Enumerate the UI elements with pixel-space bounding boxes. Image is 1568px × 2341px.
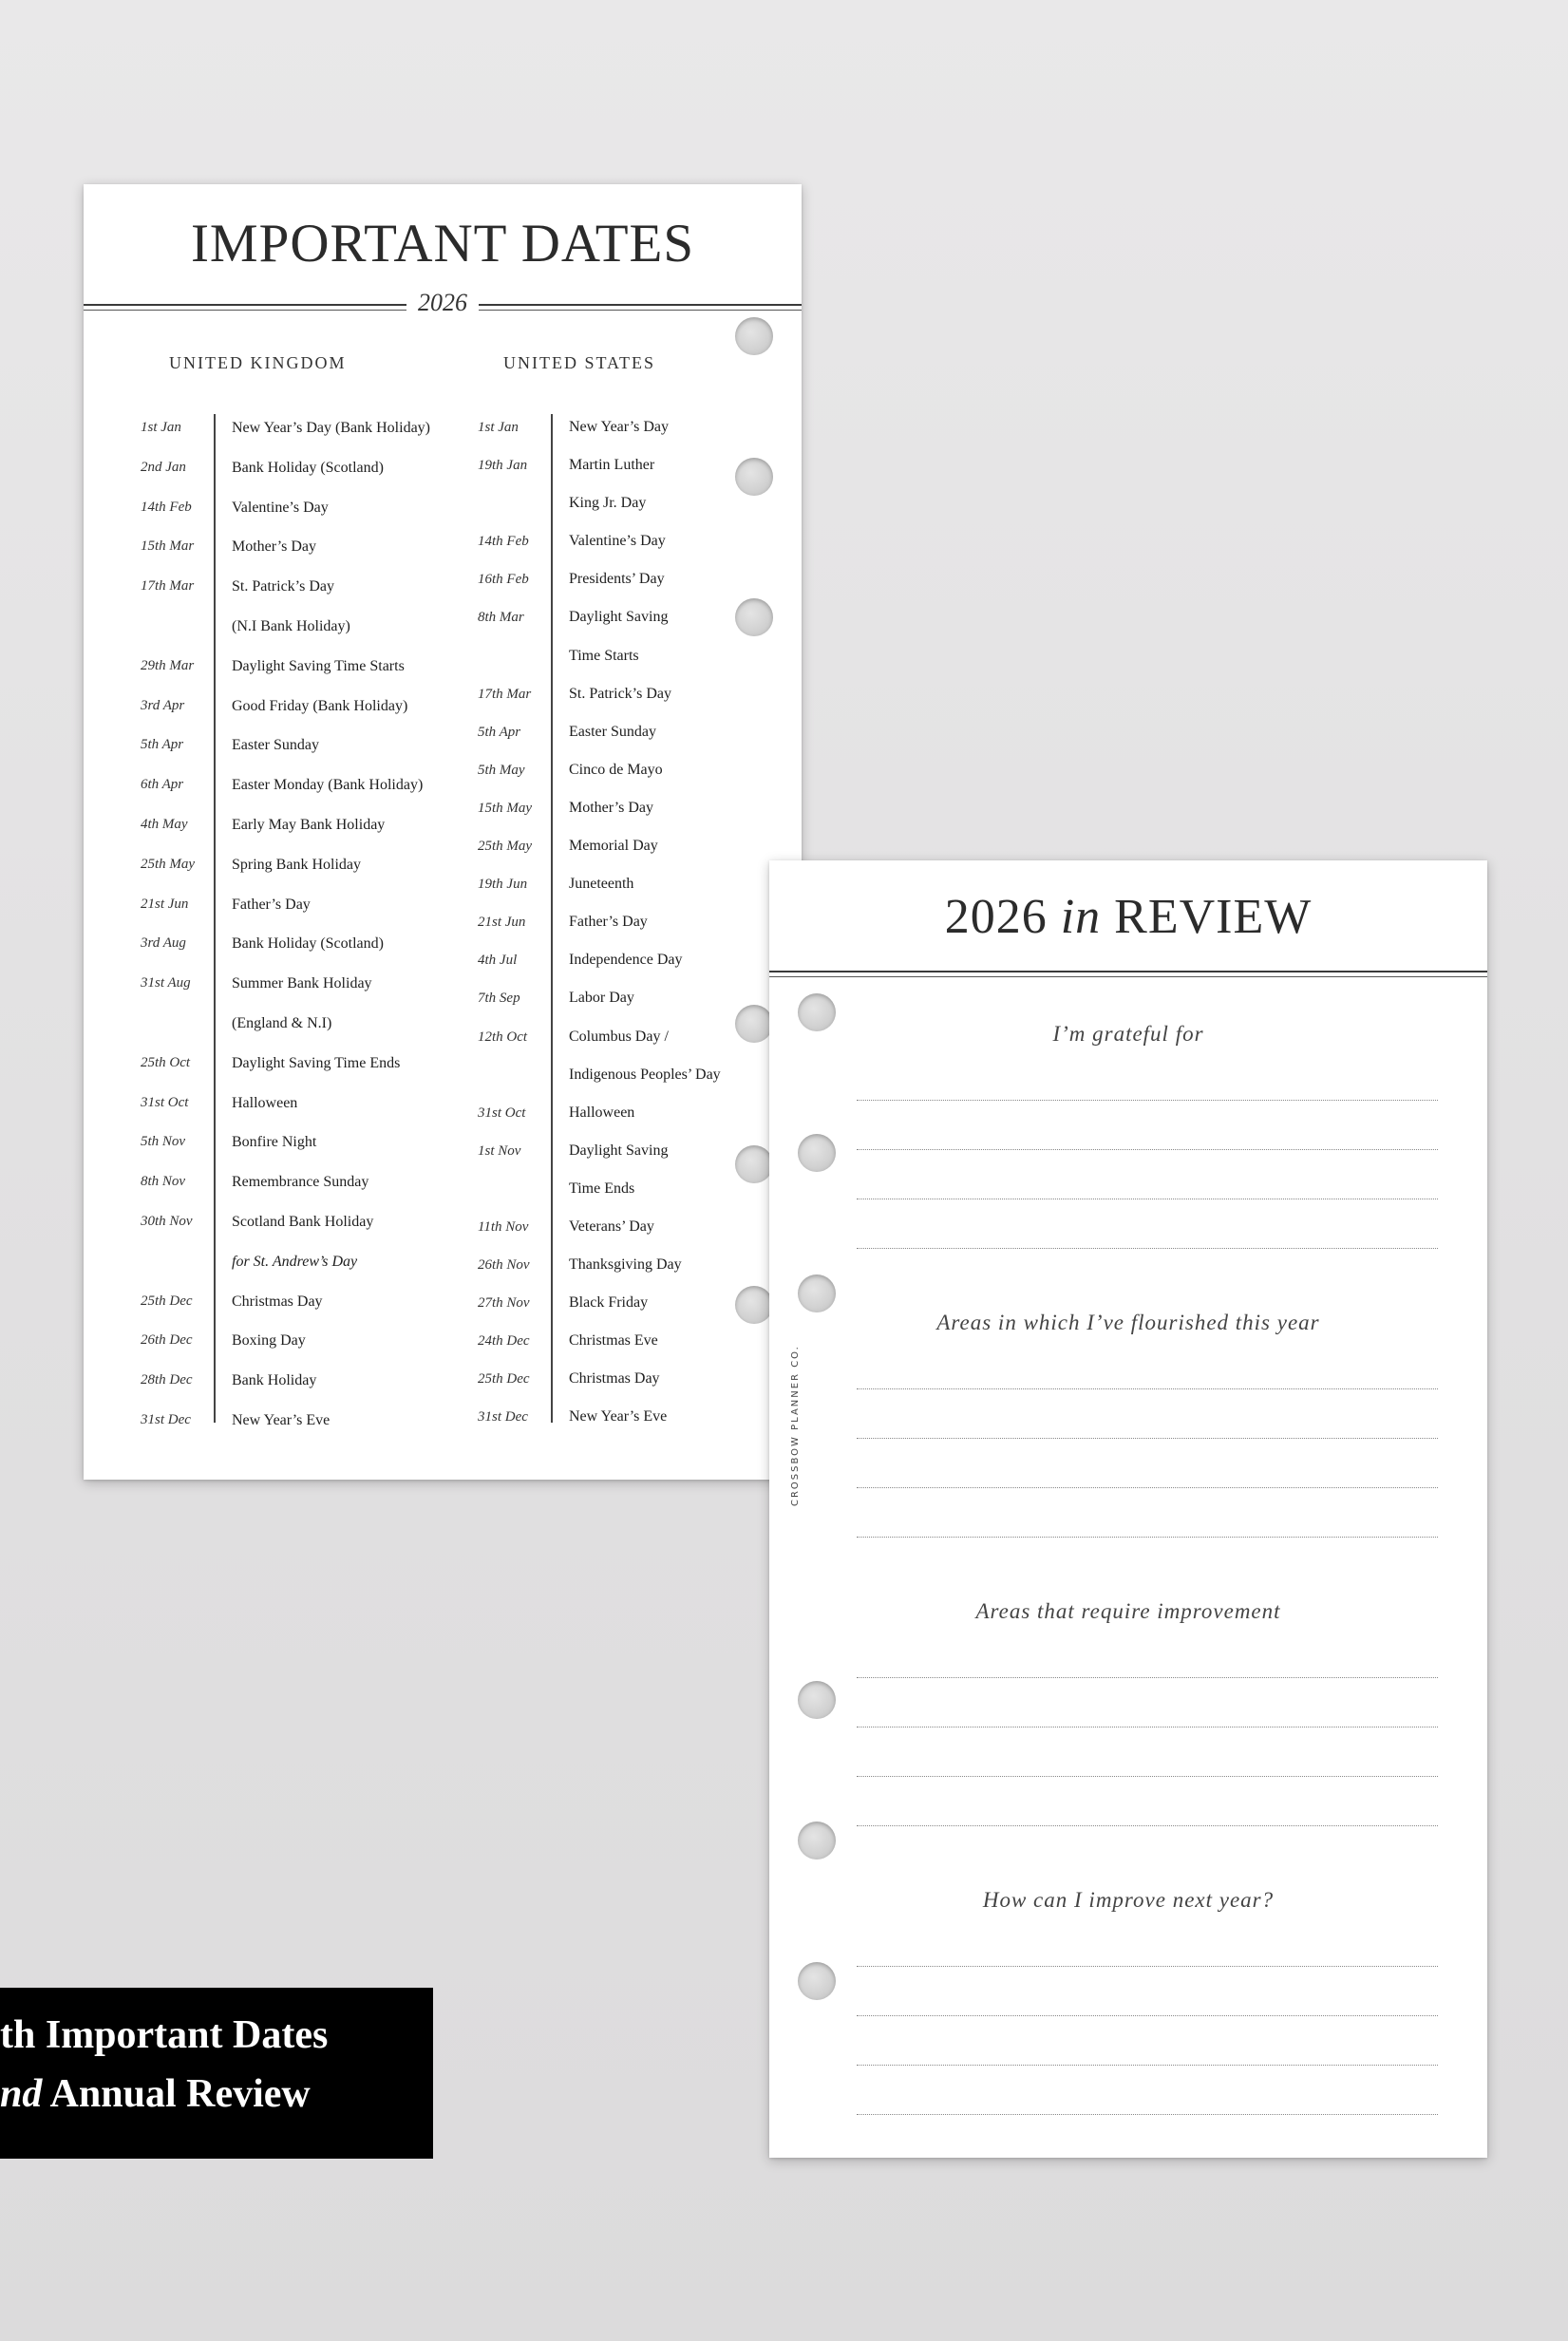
punch-hole bbox=[798, 1681, 836, 1719]
event-label: Time Ends bbox=[569, 1180, 635, 1197]
event-label: Indigenous Peoples’ Day bbox=[569, 1066, 721, 1083]
event-label: Martin Luther bbox=[569, 457, 655, 474]
date-row bbox=[478, 713, 791, 751]
review-title: 2026 in REVIEW bbox=[944, 890, 1313, 944]
event-label: Halloween bbox=[569, 1104, 635, 1121]
date-label: 21st Jun bbox=[141, 896, 189, 912]
event-label: Easter Sunday bbox=[569, 723, 656, 740]
punch-hole bbox=[735, 1145, 773, 1183]
punch-hole bbox=[798, 993, 836, 1031]
event-label: Cinco de Mayo bbox=[569, 761, 663, 778]
event-label: Thanksgiving Day bbox=[569, 1256, 682, 1274]
event-label: Bonfire Night bbox=[232, 1134, 317, 1151]
event-label: Easter Sunday bbox=[232, 737, 319, 754]
date-row bbox=[478, 865, 791, 903]
uk-heading: UNITED KINGDOM bbox=[169, 353, 347, 372]
event-label: King Jr. Day bbox=[569, 495, 647, 512]
date-label: 17th Mar bbox=[478, 686, 532, 702]
event-label: Daylight Saving bbox=[569, 609, 669, 626]
punch-hole bbox=[798, 1962, 836, 2000]
date-label: 25th May bbox=[478, 839, 533, 855]
event-label: Boxing Day bbox=[232, 1332, 306, 1350]
writing-line[interactable] bbox=[857, 1149, 1438, 1150]
event-label: Presidents’ Day bbox=[569, 571, 665, 588]
date-label: 5th May bbox=[478, 762, 525, 778]
date-label: 1st Nov bbox=[478, 1142, 521, 1159]
date-label: 31st Dec bbox=[141, 1411, 191, 1427]
date-row bbox=[478, 1246, 791, 1284]
writing-line[interactable] bbox=[857, 1100, 1438, 1101]
date-label: 19th Jan bbox=[478, 458, 528, 474]
writing-line[interactable] bbox=[857, 1438, 1438, 1439]
event-label: Bank Holiday (Scotland) bbox=[232, 935, 384, 953]
date-row bbox=[478, 522, 791, 560]
date-label: 31st Aug bbox=[141, 975, 191, 991]
prompt-grateful: I’m grateful for bbox=[1052, 1022, 1204, 1046]
date-label: 31st Oct bbox=[141, 1094, 189, 1110]
date-label: 3rd Apr bbox=[141, 697, 185, 713]
date-row bbox=[478, 751, 791, 789]
event-label: St. Patrick’s Day bbox=[569, 685, 671, 702]
event-label: Mother’s Day bbox=[232, 538, 317, 556]
date-row bbox=[478, 1322, 791, 1360]
punch-hole bbox=[798, 1134, 836, 1172]
date-row bbox=[478, 789, 791, 827]
date-label: 30th Nov bbox=[141, 1213, 193, 1229]
event-label: Columbus Day / bbox=[569, 1028, 669, 1045]
event-label: Bank Holiday (Scotland) bbox=[232, 459, 384, 476]
writing-line[interactable] bbox=[857, 2015, 1438, 2016]
event-label: (N.I Bank Holiday) bbox=[232, 617, 350, 634]
date-label: 11th Nov bbox=[478, 1218, 529, 1235]
date-label: 8th Nov bbox=[141, 1174, 186, 1190]
event-label: Easter Monday (Bank Holiday) bbox=[232, 777, 424, 794]
date-label: 14th Feb bbox=[141, 499, 192, 515]
writing-line[interactable] bbox=[857, 2114, 1438, 2115]
date-label: 29th Mar bbox=[141, 657, 195, 673]
date-label: 4th May bbox=[141, 816, 188, 832]
date-row bbox=[478, 903, 791, 941]
date-row bbox=[478, 1360, 791, 1398]
date-row bbox=[478, 1398, 791, 1436]
date-label: 28th Dec bbox=[141, 1372, 193, 1388]
event-label: Christmas Day bbox=[569, 1370, 660, 1388]
punch-hole bbox=[798, 1822, 836, 1860]
date-row bbox=[478, 560, 791, 598]
date-label: 15th Mar bbox=[141, 538, 195, 555]
event-label: Christmas Day bbox=[232, 1293, 323, 1310]
event-label: Time Starts bbox=[569, 647, 639, 664]
date-row bbox=[478, 827, 791, 865]
prompt-flourished: Areas in which I’ve flourished this year bbox=[936, 1311, 1320, 1334]
event-label: Good Friday (Bank Holiday) bbox=[232, 697, 408, 714]
event-label: New Year’s Eve bbox=[232, 1411, 331, 1428]
date-label: 5th Nov bbox=[141, 1134, 186, 1150]
date-row bbox=[478, 675, 791, 713]
date-label: 26th Nov bbox=[478, 1257, 530, 1274]
date-label: 21st Jun bbox=[478, 915, 526, 931]
event-label: New Year’s Eve bbox=[569, 1408, 668, 1425]
event-label: Bank Holiday bbox=[232, 1372, 317, 1389]
writing-line[interactable] bbox=[857, 1487, 1438, 1488]
event-label: Valentine’s Day bbox=[569, 533, 666, 550]
event-label: Daylight Saving Time Starts bbox=[232, 657, 405, 674]
writing-line[interactable] bbox=[857, 2065, 1438, 2066]
event-label: Christmas Eve bbox=[569, 1332, 658, 1350]
date-label: 3rd Aug bbox=[141, 935, 186, 952]
date-label: 4th Jul bbox=[478, 953, 518, 969]
punch-hole bbox=[735, 1286, 773, 1324]
date-label: 7th Sep bbox=[478, 991, 520, 1007]
date-label: 19th Jun bbox=[478, 877, 528, 893]
date-label: 25th Oct bbox=[141, 1054, 191, 1070]
event-label: Memorial Day bbox=[569, 838, 658, 855]
date-label: 16th Feb bbox=[478, 572, 529, 588]
date-row bbox=[478, 1056, 791, 1094]
punch-hole bbox=[735, 1005, 773, 1043]
event-label: Remembrance Sunday bbox=[232, 1174, 369, 1191]
date-label: 5th Apr bbox=[478, 724, 521, 740]
date-label: 1st Jan bbox=[141, 420, 181, 435]
caption-banner bbox=[0, 1988, 433, 2159]
date-label: 26th Dec bbox=[141, 1332, 193, 1349]
us-heading: UNITED STATES bbox=[503, 353, 656, 372]
banner-line-2: nd Annual Review bbox=[0, 2072, 311, 2116]
us-date-list bbox=[478, 408, 791, 1437]
review-rule-bottom bbox=[769, 976, 1487, 977]
date-label: 24th Dec bbox=[478, 1333, 530, 1350]
event-label: Father’s Day bbox=[569, 914, 648, 931]
review-rule-top bbox=[769, 971, 1487, 972]
event-label: Independence Day bbox=[569, 952, 683, 969]
punch-hole bbox=[735, 598, 773, 636]
event-label: St. Patrick’s Day bbox=[232, 578, 334, 595]
punch-hole bbox=[798, 1274, 836, 1312]
date-row bbox=[478, 1094, 791, 1132]
writing-line[interactable] bbox=[857, 1776, 1438, 1777]
year-label: 2026 bbox=[84, 289, 802, 317]
annual-review-page bbox=[769, 860, 1487, 2158]
event-label: Early May Bank Holiday bbox=[232, 816, 386, 833]
event-label: (England & N.I) bbox=[232, 1014, 332, 1031]
date-label: 8th Mar bbox=[478, 610, 524, 626]
event-label: Summer Bank Holiday bbox=[232, 975, 372, 992]
date-label: 12th Oct bbox=[478, 1029, 528, 1045]
date-label: 17th Mar bbox=[141, 578, 195, 595]
event-label: New Year’s Day bbox=[569, 419, 670, 435]
event-label: Mother’s Day bbox=[569, 799, 654, 816]
date-label: 31st Dec bbox=[478, 1409, 528, 1425]
date-row bbox=[478, 637, 791, 675]
writing-line[interactable] bbox=[857, 1825, 1438, 1826]
writing-line[interactable] bbox=[857, 1677, 1438, 1678]
punch-hole bbox=[735, 458, 773, 496]
date-label: 1st Jan bbox=[478, 420, 519, 435]
date-label: 25th Dec bbox=[141, 1293, 193, 1309]
date-label: 25th May bbox=[141, 856, 196, 872]
banner-line-1: th Important Dates bbox=[0, 2013, 329, 2057]
date-row bbox=[478, 408, 791, 446]
date-label: 14th Feb bbox=[478, 534, 529, 550]
date-label: 6th Apr bbox=[141, 777, 184, 793]
date-label: 27th Nov bbox=[478, 1295, 530, 1312]
punch-hole bbox=[735, 317, 773, 355]
event-label: Scotland Bank Holiday bbox=[232, 1213, 374, 1230]
event-label: New Year’s Day (Bank Holiday) bbox=[232, 420, 430, 436]
event-label: Daylight Saving bbox=[569, 1142, 669, 1159]
important-dates-page bbox=[84, 184, 802, 1480]
date-label: 31st Oct bbox=[478, 1104, 526, 1121]
event-label: Veterans’ Day bbox=[569, 1218, 654, 1235]
important-dates-title: IMPORTANT DATES bbox=[190, 214, 695, 274]
event-label: Valentine’s Day bbox=[232, 499, 329, 516]
event-label: for St. Andrew’s Day bbox=[232, 1253, 358, 1270]
date-row bbox=[478, 1208, 791, 1246]
event-label: Black Friday bbox=[569, 1294, 649, 1312]
event-label: Labor Day bbox=[569, 990, 634, 1007]
brand-mark: CROSSBOW PLANNER CO. bbox=[790, 1345, 801, 1506]
date-label: 5th Apr bbox=[141, 737, 184, 753]
event-label: Daylight Saving Time Ends bbox=[232, 1054, 401, 1071]
date-label: 25th Dec bbox=[478, 1371, 530, 1388]
writing-line[interactable] bbox=[857, 1248, 1438, 1249]
event-label: Spring Bank Holiday bbox=[232, 856, 361, 873]
writing-line[interactable] bbox=[857, 1537, 1438, 1538]
date-label: 2nd Jan bbox=[141, 459, 186, 475]
writing-line[interactable] bbox=[857, 1388, 1438, 1389]
prompt-next-year: How can I improve next year? bbox=[982, 1888, 1275, 1912]
prompt-improvement: Areas that require improvement bbox=[975, 1599, 1281, 1623]
event-label: Halloween bbox=[232, 1094, 298, 1111]
date-row bbox=[478, 941, 791, 979]
event-label: Juneteenth bbox=[569, 876, 634, 893]
event-label: Father’s Day bbox=[232, 896, 311, 913]
date-label: 15th May bbox=[478, 800, 533, 816]
writing-line[interactable] bbox=[857, 1966, 1438, 1967]
